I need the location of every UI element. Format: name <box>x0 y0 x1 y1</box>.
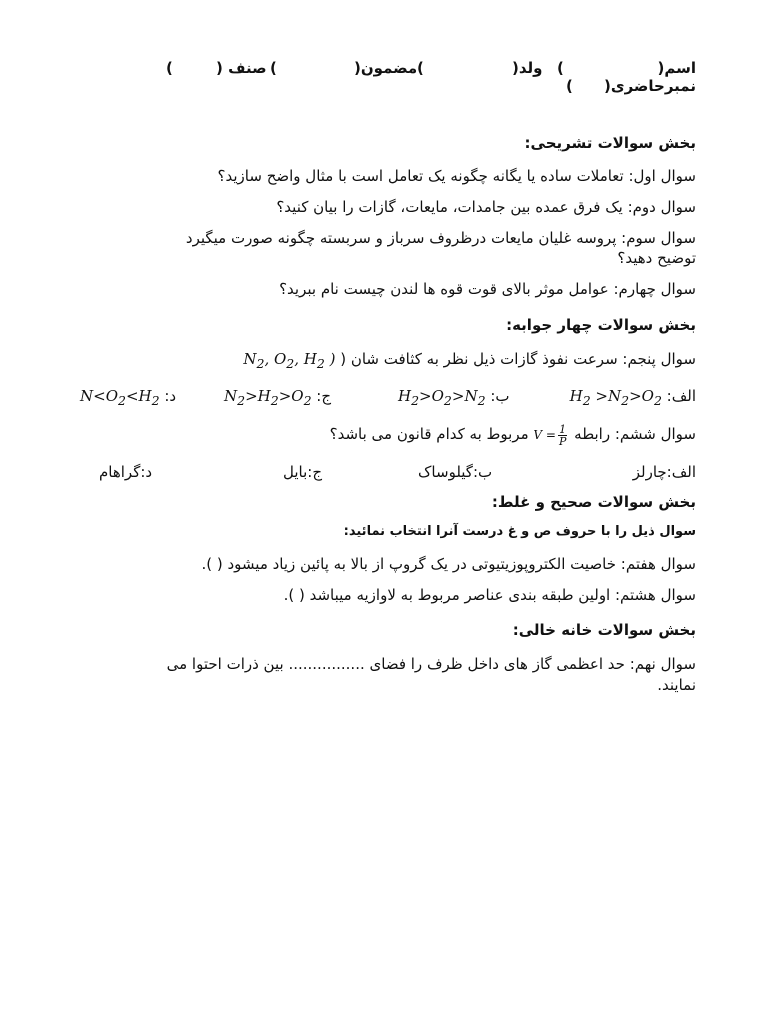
question-1: سوال اول: تعاملات ساده یا یگانه چگونه یک تعامل است با مثال واضح سازید؟ <box>217 167 696 185</box>
question-7: سوال هفتم: خاصیت الکتروپوزیتیوتی در یک گروپ از بالا به پائین زیاد میشود ( ). <box>201 555 696 573</box>
question-6-suffix: مربوط به کدام قانون می باشد؟ <box>329 425 529 443</box>
q6-option-d[interactable] <box>99 462 152 482</box>
section-title-multiple-choice: بخش سوالات چهار جوابه: <box>506 316 696 334</box>
question-6-formula <box>533 423 569 448</box>
q6-option-c-text: بایل <box>283 463 308 481</box>
q6-option-c-label: ج: <box>307 463 323 481</box>
q5-option-c[interactable] <box>224 386 331 411</box>
question-9-line-1: سوال نهم: حد اعظمی گاز های داخل ظرف را فضای ................ بین ذرات احتوا می <box>166 655 696 673</box>
q5-option-d[interactable] <box>80 386 176 411</box>
question-5 <box>80 349 696 374</box>
father-field-label: ولد( <box>512 59 543 77</box>
question-8: سوال هشتم: اولین طبقه بندی عناصر مربوط به لاوازیه میباشد ( ). <box>283 586 696 604</box>
formula-lhs: V = <box>533 428 556 442</box>
q5-option-d-label: د: <box>164 387 177 405</box>
q6-option-d-text: گراهام <box>99 463 141 481</box>
class-field-close: ) <box>166 59 173 77</box>
roll-number-field-close: ) <box>566 77 573 95</box>
father-field-close: ) <box>417 59 424 77</box>
q5-option-c-formula: $N_2>H_2>O_2$ <box>224 387 312 408</box>
q5-option-b[interactable] <box>398 386 510 411</box>
question-5-gases-text: $N_2$, $O_2$, $H_2$ ) <box>243 350 336 371</box>
formula-fraction <box>558 424 567 447</box>
q5-option-b-formula: $H_2>O_2>N_2$ <box>398 387 486 408</box>
question-4: سوال چهارم: عوامل موثر بالای قوت قوه ها لندن چیست نام ببرید؟ <box>279 280 696 298</box>
q6-option-d-label: د: <box>140 463 153 481</box>
question-6 <box>80 424 696 447</box>
q5-option-b-label: ب: <box>490 387 510 405</box>
q5-option-a-formula: $H_2 >N_2>O_2$ <box>569 387 662 408</box>
question-9-line-2: نمایند. <box>657 676 696 694</box>
class-field-label: صنف ( <box>216 59 267 77</box>
fraction-numerator: 1 <box>559 423 567 436</box>
q6-option-c[interactable] <box>283 462 322 482</box>
question-3-line-1: سوال سوم: پروسه غلیان مایعات درظروف سرباز و سربسته چگونه صورت میگیرد <box>185 229 696 247</box>
q5-option-a[interactable] <box>570 386 696 411</box>
roll-number-field-label: نمبرحاضری( <box>603 77 696 95</box>
section-title-descriptive: بخش سوالات تشریحی: <box>524 134 696 152</box>
question-2: سوال دوم: یک فرق عمده بین جامدات، مایعات، گازات را بیان کنید؟ <box>276 198 696 216</box>
question-3-line-2: توضیح دهید؟ <box>617 249 696 267</box>
true-false-instruction: سوال ذیل را با حروف ص و غ درست آنرا انتخاب نمائید: <box>343 524 696 539</box>
q5-option-c-label: ج: <box>316 387 332 405</box>
section-title-true-false: بخش سوالات صحیح و غلط: <box>491 493 696 511</box>
question-6-prefix: سوال ششم: رابطه <box>574 425 696 443</box>
name-field-close: ) <box>557 59 564 77</box>
q6-option-b-text: گیلوساک <box>418 463 473 481</box>
q6-option-a-text: چارلز <box>632 463 667 481</box>
name-field-label: اسم( <box>657 59 696 77</box>
subject-field-label: مضمون( <box>354 59 418 77</box>
q6-option-b[interactable] <box>418 462 492 482</box>
section-title-fill-blank: بخش سوالات خانه خالی: <box>512 621 696 639</box>
question-5-text: سوال پنجم: سرعت نفوذ گازات ذیل نظر به کثافت شان ( <box>340 350 696 368</box>
q6-option-b-label: ب: <box>472 463 493 481</box>
q6-option-a[interactable] <box>633 462 696 482</box>
q5-option-a-label: الف: <box>666 387 696 405</box>
q5-option-d-formula: $N<O_2<H_2$ <box>80 387 160 408</box>
fraction-denominator: P <box>558 435 567 448</box>
question-5-gases <box>243 350 336 371</box>
subject-field-close: ) <box>270 59 277 77</box>
q6-option-a-label: الف: <box>666 463 696 481</box>
